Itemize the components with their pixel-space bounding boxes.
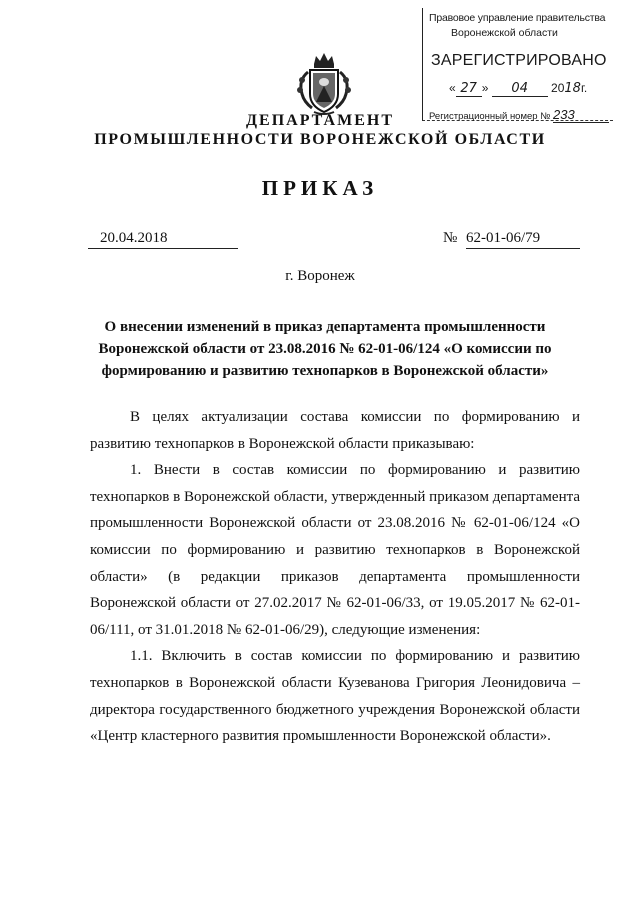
stamp-date: « 27 » 04 2018г. xyxy=(449,81,588,96)
stamp-number-label: Регистрационный номер № xyxy=(429,111,551,122)
body-paragraph-intro: В целях актуализации состава комиссии по формированию и развитию технопарков в Воронежской области приказываю: xyxy=(90,409,580,452)
order-subject: О внесении изменений в приказ департамента промышленности Воронежской области от 23.08.2016 № 62-01-06/124 «О комиссии по формированию и развитию технопарков в Воронежской области» xyxy=(98,319,552,379)
stamp-day: 27 xyxy=(456,81,482,97)
stamp-authority-line2: Воронежской области xyxy=(451,27,558,39)
body-paragraph-item-1: 1. Внести в состав комиссии по формированию и развитию технопарков в Воронежской области, утвержденный приказом департамента промышленности Воронежской области от 23.08.2016 № 62-01-06/124 «О комиссии по формированию и развитию технопарков в Воронежской области» (в редакции приказов департамента промышленности Воронежской области от 27.02.2017 № 62-01-06/33, от 19.05.2017 № 62-01-06/111, от 31.01.2018 № 62-01-06/29), следующие изменения: xyxy=(90,462,580,638)
department-line1: ДЕПАРТАМЕНТ xyxy=(246,112,394,129)
registration-stamp xyxy=(422,8,613,121)
order-number: 62-01-06/79 xyxy=(466,230,580,249)
stamp-registered-label: ЗАРЕГИСТРИРОВАНО xyxy=(431,52,607,69)
stamp-month: 04 xyxy=(492,81,548,97)
order-title: ПРИКАЗ xyxy=(261,176,379,200)
city-name: г. Воронеж xyxy=(285,268,355,284)
department-line2: ПРОМЫШЛЕННОСТИ ВОРОНЕЖСКОЙ ОБЛАСТИ xyxy=(94,131,546,148)
stamp-year-suffix: 18 xyxy=(564,81,581,96)
order-number-sign: № xyxy=(443,230,458,246)
stamp-number: 233 xyxy=(553,107,609,123)
voronezh-coat-of-arms-icon xyxy=(292,50,356,116)
order-body xyxy=(90,404,580,750)
order-date: 20.04.2018 xyxy=(88,230,238,249)
stamp-year-prefix: 20 xyxy=(551,81,565,95)
stamp-authority-line1: Правовое управление правительства xyxy=(429,12,606,24)
body-paragraph-item-1-1: 1.1. Включить в состав комиссии по формированию и развитию технопарков в Воронежской области Кузеванова Григория Леонидовича – директора государственного бюджетного учреждения Воронежской области «Центр кластерного развития промышленности Воронежской области». xyxy=(90,648,580,745)
